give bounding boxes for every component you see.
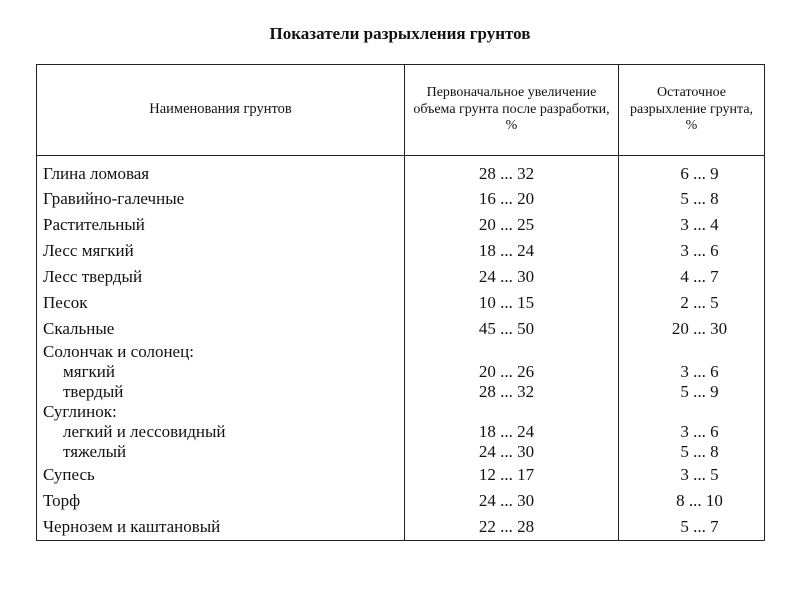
soil-name: Песок xyxy=(37,290,405,316)
table-row xyxy=(37,264,765,290)
initial-increase-value: 45 ... 50 xyxy=(405,316,619,342)
table-row xyxy=(37,514,765,541)
initial-increase-value: 22 ... 28 xyxy=(405,514,619,541)
soil-name: Растительный xyxy=(37,212,405,238)
soil-group-name: Солончак и солонец: xyxy=(43,342,194,361)
initial-increase-value: 24 ... 30 xyxy=(405,264,619,290)
header-initial-increase: Первоначальное увеличение объема грунта после разработки, % xyxy=(405,65,619,156)
soil-subtype-name: мягкий xyxy=(63,362,116,381)
soil-loosening-table xyxy=(36,64,765,541)
initial-increase-value: 20 ... 26 xyxy=(478,362,535,381)
residual-loosening-value: 5 ... 8 xyxy=(619,186,765,212)
residual-loosening-value: 3 ... 6 xyxy=(680,362,719,381)
initial-increase-value: 28 ... 32 xyxy=(405,156,619,187)
soil-subtype-name: легкий и лессовидный xyxy=(63,422,226,441)
soil-name: Глина ломовая xyxy=(37,156,405,187)
soil-name: Супесь xyxy=(37,462,405,488)
residual-loosening-value: 3 ... 6 xyxy=(619,238,765,264)
initial-increase-value: 18 ... 24 xyxy=(405,238,619,264)
table-row xyxy=(37,488,765,514)
residual-loosening-value: 3 ... 4 xyxy=(619,212,765,238)
initial-increase-value: 24 ... 30 xyxy=(478,442,535,461)
table-row xyxy=(37,238,765,264)
soil-name: Чернозем и каштановый xyxy=(37,514,405,541)
page-title: Показатели разрыхления грунтов xyxy=(269,24,531,43)
table-body xyxy=(37,156,765,541)
soil-subtype-name: твердый xyxy=(63,382,124,401)
residual-loosening-value: 5 ... 9 xyxy=(680,382,719,401)
table-row xyxy=(37,212,765,238)
soil-name: Торф xyxy=(37,488,405,514)
initial-increase-value: 16 ... 20 xyxy=(405,186,619,212)
residual-loosening-value: 4 ... 7 xyxy=(619,264,765,290)
soil-group-name: Суглинок: xyxy=(43,402,117,421)
header-soil-name: Наименования грунтов xyxy=(37,65,405,156)
table-row-group xyxy=(37,402,765,462)
table-header-row xyxy=(37,65,765,156)
header-residual-loosening: Остаточное разрыхление грунта, % xyxy=(619,65,765,156)
residual-loosening-value: 5 ... 8 xyxy=(680,442,719,461)
initial-increase-value: 20 ... 25 xyxy=(405,212,619,238)
residual-loosening-value: 3 ... 6 xyxy=(680,422,719,441)
table-row xyxy=(37,316,765,342)
table-row xyxy=(37,186,765,212)
initial-increase-value: 28 ... 32 xyxy=(478,382,535,401)
table-row xyxy=(37,290,765,316)
soil-name: Гравийно-галечные xyxy=(37,186,405,212)
residual-loosening-value: 3 ... 5 xyxy=(619,462,765,488)
soil-name: Скальные xyxy=(37,316,405,342)
initial-increase-value: 24 ... 30 xyxy=(405,488,619,514)
table-row xyxy=(37,462,765,488)
table-row xyxy=(37,156,765,187)
soil-name: Лесс мягкий xyxy=(37,238,405,264)
initial-increase-value: 12 ... 17 xyxy=(405,462,619,488)
initial-increase-value: 10 ... 15 xyxy=(405,290,619,316)
initial-increase-value: 18 ... 24 xyxy=(478,422,535,441)
residual-loosening-value: 5 ... 7 xyxy=(619,514,765,541)
residual-loosening-value: 2 ... 5 xyxy=(619,290,765,316)
residual-loosening-value: 6 ... 9 xyxy=(619,156,765,187)
soil-subtype-name: тяжелый xyxy=(63,442,127,461)
soil-name: Лесс твердый xyxy=(37,264,405,290)
residual-loosening-value: 8 ... 10 xyxy=(619,488,765,514)
residual-loosening-value: 20 ... 30 xyxy=(619,316,765,342)
table-row-group xyxy=(37,342,765,402)
